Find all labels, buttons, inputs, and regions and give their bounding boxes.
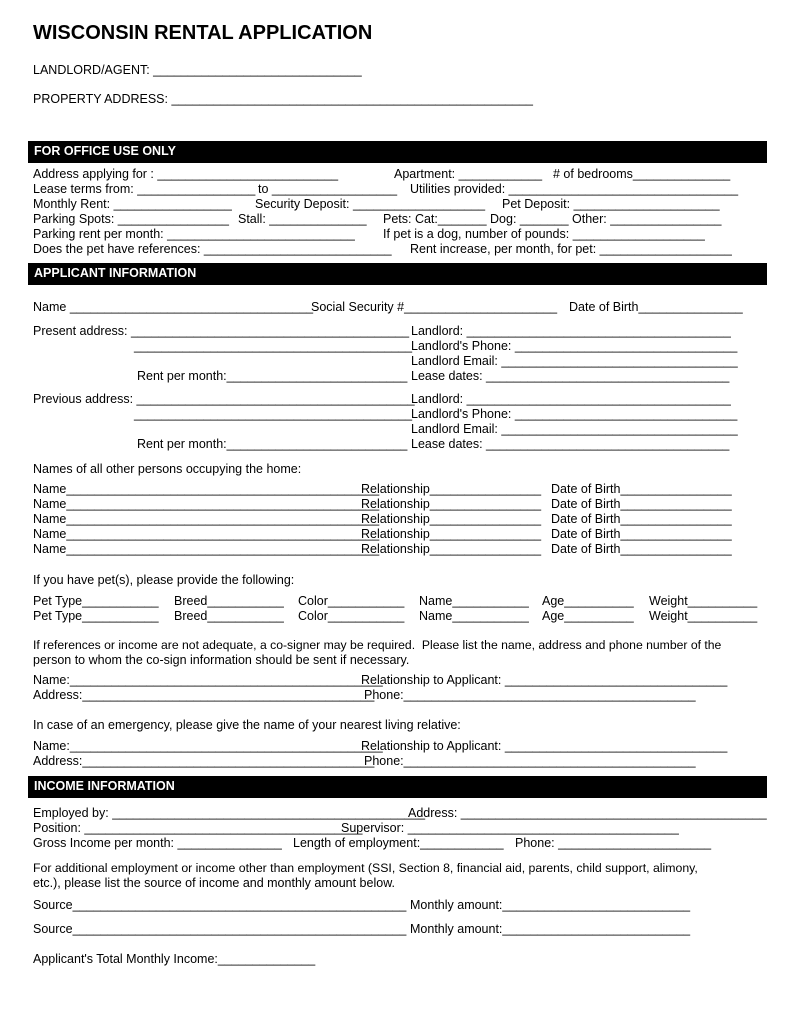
occupant-name-field[interactable]: Name_____________________________________________ [33, 497, 380, 511]
parking-spots-field[interactable]: Parking Spots: ________________ [33, 212, 229, 226]
employment-length-field[interactable]: Length of employment:____________ [293, 836, 504, 850]
income-info-title: INCOME INFORMATION [34, 779, 175, 793]
position-field[interactable]: Position: ________________________________________ [33, 821, 363, 835]
total-monthly-income-field[interactable]: Applicant's Total Monthly Income:______________ [33, 952, 316, 966]
pet-name-field[interactable]: Name___________ [419, 594, 529, 608]
previous-rent-field[interactable]: Rent per month:__________________________ [137, 437, 408, 451]
lease-to-field[interactable]: to __________________ [258, 182, 398, 196]
occupant-name-field[interactable]: Name_____________________________________________ [33, 542, 380, 556]
office-use-header [28, 141, 767, 163]
pet-weight-field[interactable]: Weight__________ [649, 594, 758, 608]
pet-deposit-field[interactable]: Pet Deposit: _____________________ [502, 197, 720, 211]
occupant-relationship-field[interactable]: Relationship________________ [361, 482, 542, 496]
occupant-dob-field[interactable]: Date of Birth________________ [551, 497, 732, 511]
occupant-relationship-field[interactable]: Relationship________________ [361, 497, 542, 511]
applicant-dob-field[interactable]: Date of Birth_______________ [569, 300, 743, 314]
income-monthly-amount-field[interactable]: Monthly amount:___________________________ [410, 922, 691, 936]
occupant-name-field[interactable]: Name_____________________________________________ [33, 482, 380, 496]
pet-rent-increase-field[interactable]: Rent increase, per month, for pet: ___________________ [410, 242, 732, 256]
office-use-title: FOR OFFICE USE ONLY [34, 144, 176, 158]
pet-weight-field[interactable]: Weight__________ [649, 609, 758, 623]
security-deposit-field[interactable]: Security Deposit: ___________________ [255, 197, 486, 211]
pet-color-field[interactable]: Color___________ [298, 594, 405, 608]
income-source-field[interactable]: Source________________________________________________ [33, 922, 407, 936]
address-applying-field[interactable]: Address applying for : __________________________ [33, 167, 339, 181]
pet-type-field[interactable]: Pet Type___________ [33, 609, 159, 623]
present-lease-dates-field[interactable]: Lease dates: ___________________________________ [411, 369, 730, 383]
income-info-header [28, 776, 767, 798]
form-title: WISCONSIN RENTAL APPLICATION [33, 22, 373, 44]
previous-address-field[interactable]: Previous address: ________________________________________ [33, 392, 415, 406]
applicant-info-title: APPLICANT INFORMATION [34, 266, 197, 280]
cosigner-address-field[interactable]: Address:__________________________________________ [33, 688, 375, 702]
utilities-field[interactable]: Utilities provided: _________________________________ [410, 182, 739, 196]
pets-field[interactable]: Pets: Cat:_______ Dog: _______ Other: ________________ [383, 212, 722, 226]
employer-address-field[interactable]: Address: ____________________________________________ [408, 806, 767, 820]
occupant-relationship-field[interactable]: Relationship________________ [361, 542, 542, 556]
additional-income-instructions-1: For additional employment or income other than employment (SSI, Section 8, financial aid, parents, child support, alimony, [33, 861, 698, 875]
bedrooms-field[interactable]: # of bedrooms______________ [553, 167, 731, 181]
cosigner-name-field[interactable]: Name:_____________________________________________ [33, 673, 383, 687]
occupant-relationship-field[interactable]: Relationship________________ [361, 527, 542, 541]
previous-landlord-field[interactable]: Landlord: ______________________________________ [411, 392, 731, 406]
pet-type-field[interactable]: Pet Type___________ [33, 594, 159, 608]
previous-lease-dates-field[interactable]: Lease dates: ___________________________________ [411, 437, 730, 451]
cosigner-instructions-2: person to whom the co-sign information should be sent if necessary. [33, 653, 410, 667]
pet-name-field[interactable]: Name___________ [419, 609, 529, 623]
pet-breed-field[interactable]: Breed___________ [174, 594, 284, 608]
additional-income-instructions-2: etc.), please list the source of income and monthly amount below. [33, 876, 395, 890]
applicant-info-header [28, 263, 767, 285]
previous-landlord-email-field[interactable]: Landlord Email: __________________________________ [411, 422, 738, 436]
occupants-prompt: Names of all other persons occupying the home: [33, 462, 302, 476]
pets-prompt: If you have pet(s), please provide the following: [33, 573, 295, 587]
present-address-field[interactable]: Present address: ________________________________________ [33, 324, 410, 338]
present-address-cont[interactable]: ________________________________________ [134, 339, 413, 353]
supervisor-field[interactable]: Supervisor: _______________________________________ [341, 821, 679, 835]
present-landlord-phone-field[interactable]: Landlord's Phone: ________________________________ [411, 339, 738, 353]
present-rent-field[interactable]: Rent per month:__________________________ [137, 369, 408, 383]
property-address-field[interactable]: PROPERTY ADDRESS: ____________________________________________________ [33, 92, 533, 106]
lease-from-field[interactable]: Lease terms from: _________________ [33, 182, 256, 196]
occupant-name-field[interactable]: Name_____________________________________________ [33, 527, 380, 541]
cosigner-phone-field[interactable]: Phone:__________________________________________ [364, 688, 696, 702]
employer-phone-field[interactable]: Phone: ______________________ [515, 836, 712, 850]
present-landlord-field[interactable]: Landlord: ______________________________________ [411, 324, 731, 338]
pet-breed-field[interactable]: Breed___________ [174, 609, 284, 623]
cosigner-instructions-1: If references or income are not adequate, a co-signer may be required. Please list the name, address and phone number of the [33, 638, 722, 652]
stall-field[interactable]: Stall: ______________ [238, 212, 367, 226]
occupant-relationship-field[interactable]: Relationship________________ [361, 512, 542, 526]
occupant-dob-field[interactable]: Date of Birth________________ [551, 482, 732, 496]
pet-color-field[interactable]: Color___________ [298, 609, 405, 623]
applicant-name-field[interactable]: Name ___________________________________ [33, 300, 314, 314]
employer-field[interactable]: Employed by: _____________________________________________ [33, 806, 426, 820]
parking-rent-field[interactable]: Parking rent per month: ___________________________ [33, 227, 355, 241]
occupant-name-field[interactable]: Name_____________________________________________ [33, 512, 380, 526]
pet-age-field[interactable]: Age__________ [542, 609, 634, 623]
occupant-dob-field[interactable]: Date of Birth________________ [551, 527, 732, 541]
occupant-dob-field[interactable]: Date of Birth________________ [551, 542, 732, 556]
previous-address-cont[interactable]: ________________________________________ [134, 407, 413, 421]
relative-phone-field[interactable]: Phone:__________________________________________ [364, 754, 696, 768]
relative-name-field[interactable]: Name:_____________________________________________ [33, 739, 383, 753]
monthly-rent-field[interactable]: Monthly Rent: _________________ [33, 197, 232, 211]
apartment-field[interactable]: Apartment: ____________ [394, 167, 543, 181]
pet-references-field[interactable]: Does the pet have references: ___________________________ [33, 242, 392, 256]
landlord-agent-field[interactable]: LANDLORD/AGENT: ______________________________ [33, 63, 362, 77]
pet-age-field[interactable]: Age__________ [542, 594, 634, 608]
gross-income-field[interactable]: Gross Income per month: _______________ [33, 836, 282, 850]
relative-relationship-field[interactable]: Relationship to Applicant: ________________________________ [361, 739, 728, 753]
cosigner-relationship-field[interactable]: Relationship to Applicant: ________________________________ [361, 673, 728, 687]
previous-landlord-phone-field[interactable]: Landlord's Phone: ________________________________ [411, 407, 738, 421]
relative-address-field[interactable]: Address:__________________________________________ [33, 754, 375, 768]
dog-pounds-field[interactable]: If pet is a dog, number of pounds: ___________________ [383, 227, 705, 241]
present-landlord-email-field[interactable]: Landlord Email: __________________________________ [411, 354, 738, 368]
emergency-prompt: In case of an emergency, please give the name of your nearest living relative: [33, 718, 461, 732]
ssn-field[interactable]: Social Security #______________________ [311, 300, 558, 314]
income-monthly-amount-field[interactable]: Monthly amount:___________________________ [410, 898, 691, 912]
occupant-dob-field[interactable]: Date of Birth________________ [551, 512, 732, 526]
income-source-field[interactable]: Source________________________________________________ [33, 898, 407, 912]
